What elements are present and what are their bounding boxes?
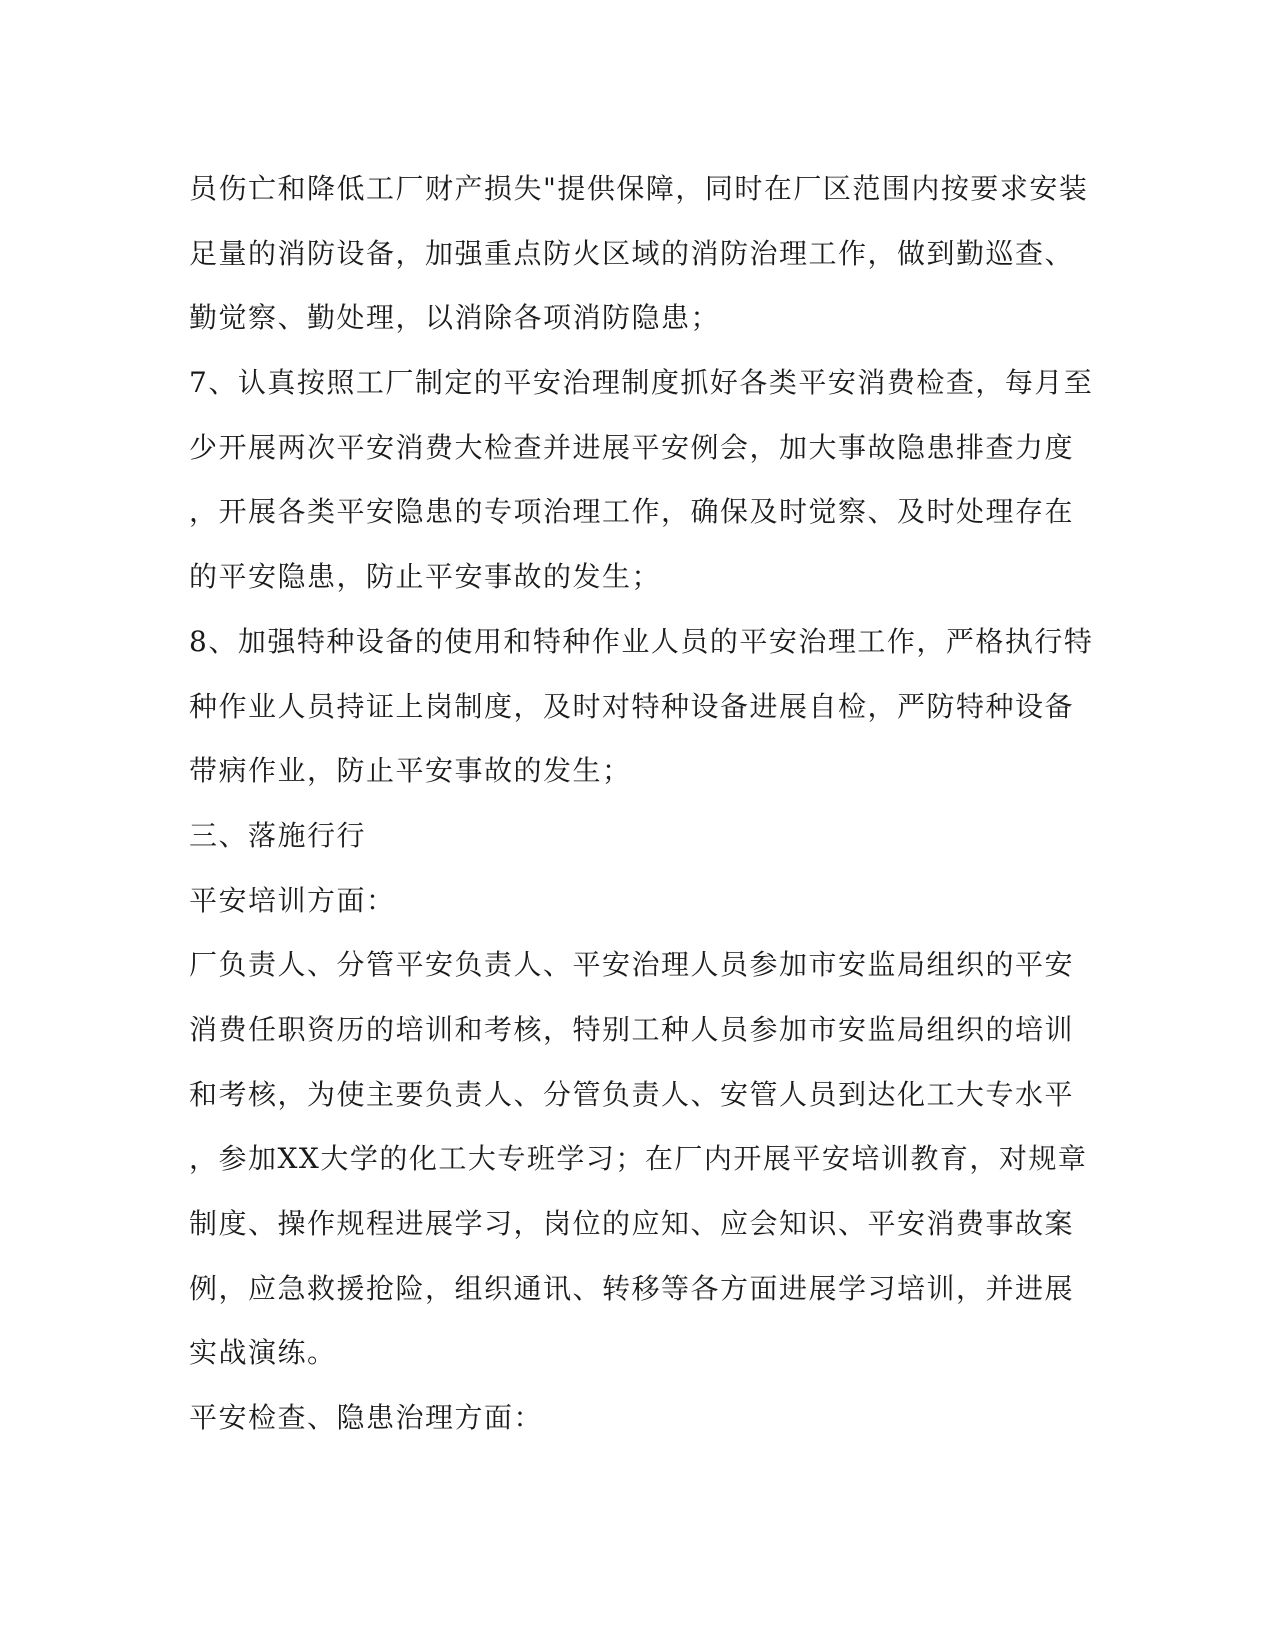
text-line: ，参加XX大学的化工大专班学习；在厂内开展平安培训教育，对规章 bbox=[189, 1142, 1088, 1176]
text-line: 消费任职资历的培训和考核，特别工种人员参加市安监局组织的培训 bbox=[189, 1012, 1075, 1046]
section-heading: 三、落施行行 bbox=[189, 818, 367, 852]
text-line: 员伤亡和降低工厂财产损失"提供保障，同时在厂区范围内按要求安装 bbox=[189, 172, 1089, 205]
text-line: 足量的消防设备，加强重点防火区域的消防治理工作，做到勤巡查、 bbox=[189, 236, 1075, 270]
text-line: 的平安隐患，防止平安事故的发生； bbox=[189, 560, 662, 594]
text-line: 8、加强特种设备的使用和特种作业人员的平安治理工作，严格执行特 bbox=[189, 624, 1094, 658]
text-line: 制度、操作规程进展学习，岗位的应知、应会知识、平安消费事故案 bbox=[189, 1207, 1075, 1240]
text-line: 和考核，为使主要负责人、分管负责人、安管人员到达化工大专水平 bbox=[189, 1077, 1075, 1111]
text-line: 勤觉察、勤处理，以消除各项消防隐患； bbox=[189, 301, 721, 335]
text-line: 带病作业，防止平安事故的发生； bbox=[189, 754, 632, 788]
text-line: 实战演练。 bbox=[189, 1336, 337, 1370]
text-line: 7、认真按照工厂制定的平安治理制度抓好各类平安消费检查，每月至 bbox=[189, 366, 1094, 400]
subsection-heading: 平安检查、隐患治理方面： bbox=[189, 1401, 544, 1435]
text-line: 例，应急救援抢险，组织通讯、转移等各方面进展学习培训，并进展 bbox=[189, 1271, 1075, 1305]
text-line: 少开展两次平安消费大检查并进展平安例会，加大事故隐患排查力度 bbox=[189, 430, 1075, 464]
text-line: ，开展各类平安隐患的专项治理工作，确保及时觉察、及时处理存在 bbox=[189, 495, 1075, 529]
document-body bbox=[189, 157, 1094, 1451]
text-line: 厂负责人、分管平安负责人、平安治理人员参加市安监局组织的平安 bbox=[189, 948, 1075, 982]
text-line: 种作业人员持证上岗制度，及时对特种设备进展自检，严防特种设备 bbox=[189, 689, 1075, 723]
subsection-heading: 平安培训方面： bbox=[189, 883, 396, 917]
